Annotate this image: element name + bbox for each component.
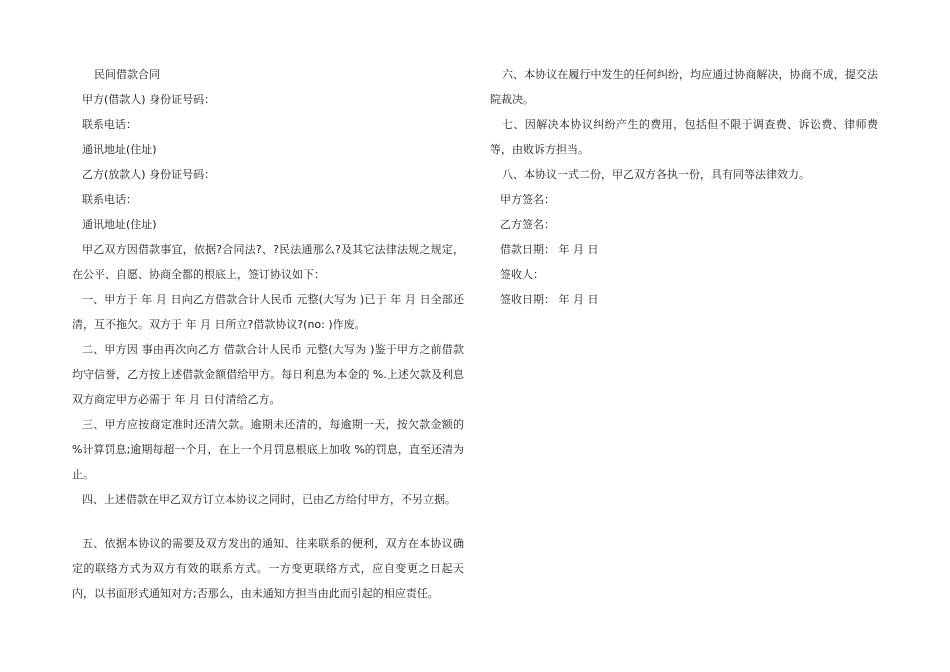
document-title: 民间借款合同 [94, 68, 160, 81]
clause-6-paragraph: 六、本协议在履行中发生的任何纠纷，均应通过协商解决，协商不成，提交法院裁决。 [490, 68, 878, 106]
right-column [490, 62, 878, 312]
party-a-phone-line: 联系电话： [82, 118, 137, 131]
clause-2-paragraph: 二、甲方因 事由再次向乙方 借款合计人民币 元整(大写为 )鉴于甲方之前借款均守信誉，乙方按上述借款金额借给甲方。每日利息为本金的 %.上述欠款及利息双方商定甲方必需于 年 月 日付清给乙方。 [72, 343, 464, 406]
receipt-date-line: 签收日期： 年 月 日 [500, 293, 599, 306]
clause-7-paragraph: 七、因解决本协议纠纷产生的费用，包括但不限于调查费、诉讼费、律师费等，由败诉方担当。 [490, 118, 878, 156]
clause-1-paragraph: 一、甲方于 年 月 日向乙方借款合计人民币 元整(大写为 )已于 年 月 日全部还清，互不拖欠。双方于 年 月 日所立?借款协议?(no: )作废。 [72, 293, 464, 331]
party-a-signature-line: 甲方签名： [500, 193, 555, 206]
preamble-paragraph: 甲乙双方因借款事宜，依据?合同法?、?民法通那么?及其它法律法规之规定，在公平、自愿、协商全都的根底上，签订协议如下： [72, 243, 464, 281]
left-column [72, 62, 464, 606]
clause-4-paragraph: 四、上述借款在甲乙双方订立本协议之同时，已由乙方给付甲方，不另立据。 [82, 493, 456, 506]
party-b-address-line: 通讯地址(住址) [82, 218, 157, 231]
clause-3-paragraph: 三、甲方应按商定准时还清欠款。逾期未还清的，每逾期一天，按欠款金额的 %计算罚息;逾期每超一个月，在上一个月罚息根底上加收 %的罚息，直至还清为止。 [72, 418, 464, 481]
loan-date-line: 借款日期： 年 月 日 [500, 243, 599, 256]
paragraph-gap [72, 512, 464, 531]
clause-5-paragraph: 五、依据本协议的需要及双方发出的通知、往来联系的便利，双方在本协议确定的联络方式为双方有效的联系方式。一方变更联络方式，应自变更之日起天内，以书面形式通知对方;否那么，由未通知方担当由此而引起的相应责任。 [72, 537, 464, 600]
party-a-id-line: 甲方(借款人) 身份证号码： [82, 93, 216, 106]
party-a-address-line: 通讯地址(住址) [82, 143, 157, 156]
party-b-signature-line: 乙方签名： [500, 218, 555, 231]
party-b-id-line: 乙方(放款人) 身份证号码： [82, 168, 216, 181]
party-b-phone-line: 联系电话： [82, 193, 137, 206]
clause-8-paragraph: 八、本协议一式二份，甲乙双方各执一份，具有同等法律效力。 [502, 168, 810, 181]
receiver-line: 签收人： [500, 268, 544, 281]
